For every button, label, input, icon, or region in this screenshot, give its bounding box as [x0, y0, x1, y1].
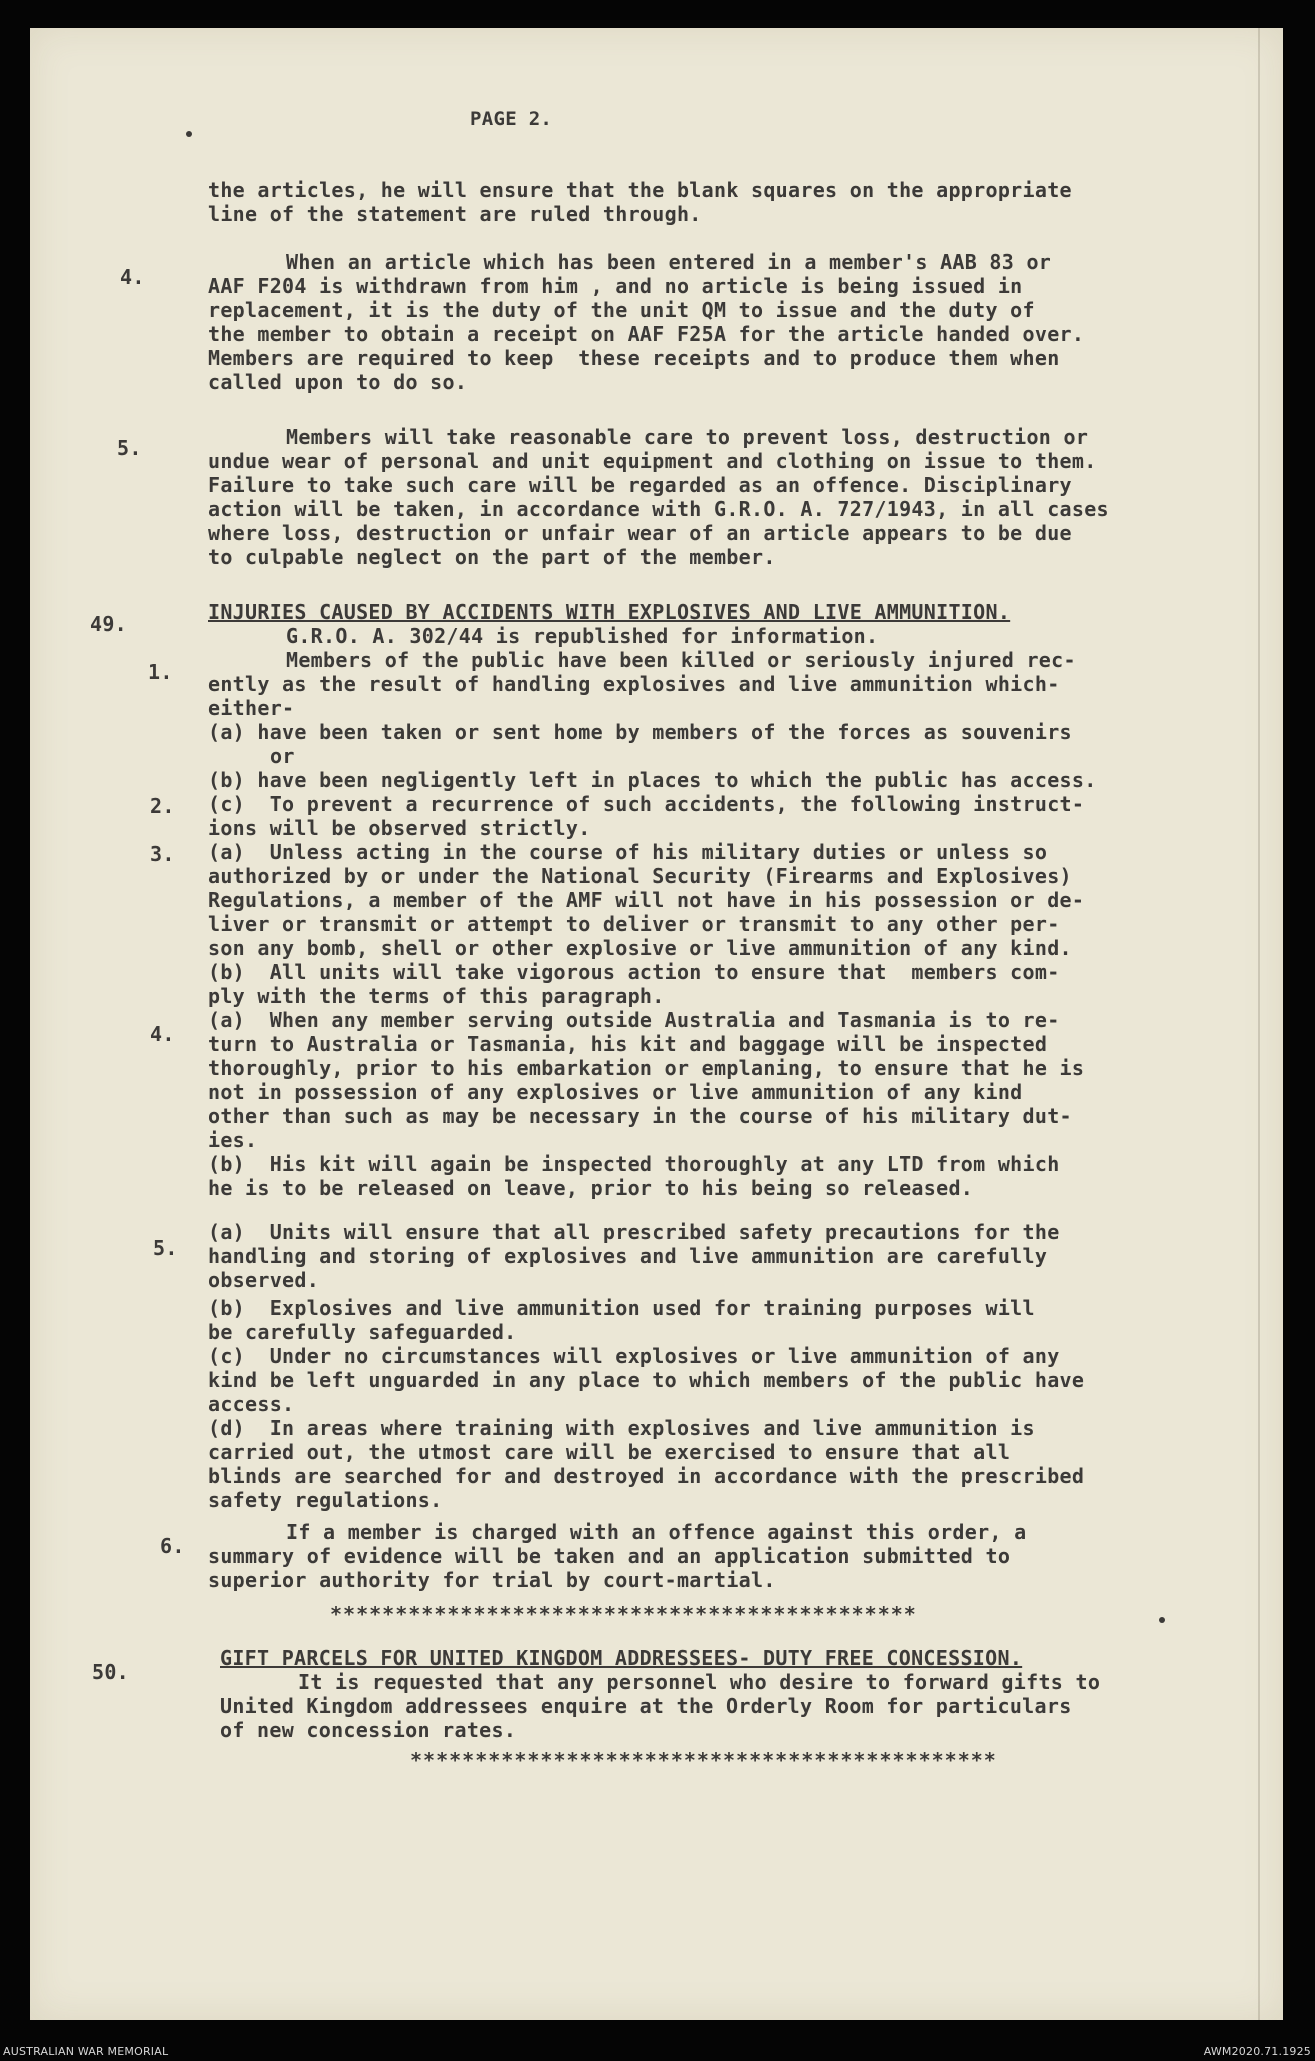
text-line: Members are required to keep these receipts and to produce them when: [208, 346, 1060, 370]
text-line: other than such as may be necessary in the course of his military dut-: [208, 1104, 1072, 1128]
text-line: Members of the public have been killed or seriously injured rec-: [286, 648, 1076, 672]
text-line: where loss, destruction or unfair wear of an article appears to be due: [208, 521, 1072, 545]
text-line: ions will be observed strictly.: [208, 816, 591, 840]
text-line: Failure to take such care will be regarded as an offence. Disciplinary: [208, 473, 1072, 497]
separator-stars: *********************************************: [330, 1602, 917, 1626]
text-line: liver or transmit or attempt to deliver or transmit to any other per-: [208, 912, 1060, 936]
text-line: (c) Under no circumstances will explosives or live ammunition of any: [208, 1344, 1060, 1368]
text-line: United Kingdom addressees enquire at the Orderly Room for particulars: [220, 1694, 1072, 1718]
footer-accession-number: AWM2020.71.1925: [1203, 2045, 1311, 2058]
paragraph-number: 6.: [160, 1534, 185, 1558]
text-line: replacement, it is the duty of the unit QM to issue and the duty of: [208, 298, 1035, 322]
paragraph-number: 4.: [150, 1022, 175, 1046]
text-line: thoroughly, prior to his embarkation or emplaning, to ensure that he is: [208, 1056, 1085, 1080]
text-line: summary of evidence will be taken and an application submitted to: [208, 1544, 1011, 1568]
text-line: to culpable neglect on the part of the member.: [208, 545, 776, 569]
text-line: either-: [208, 696, 295, 720]
text-line: undue wear of personal and unit equipment and clothing on issue to them.: [208, 449, 1097, 473]
text-line: kind be left unguarded in any place to which members of the public have: [208, 1368, 1085, 1392]
text-line: (b) His kit will again be inspected thoroughly at any LTD from which: [208, 1152, 1060, 1176]
text-line: authorized by or under the National Security (Firearms and Explosives): [208, 864, 1072, 888]
text-line: (a) have been taken or sent home by members of the forces as souvenirs: [208, 720, 1072, 744]
text-line: AAF F204 is withdrawn from him , and no article is being issued in: [208, 274, 1023, 298]
text-line: (b) Explosives and live ammunition used for training purposes will: [208, 1296, 1035, 1320]
text-line: access.: [208, 1392, 295, 1416]
paragraph-number: 5.: [117, 436, 142, 460]
text-line: of new concession rates.: [220, 1718, 517, 1742]
text-line: It is requested that any personnel who desire to forward gifts to: [298, 1670, 1101, 1694]
text-line: son any bomb, shell or other explosive or live ammunition of any kind.: [208, 936, 1072, 960]
text-line: carried out, the utmost care will be exercised to ensure that all: [208, 1440, 1011, 1464]
text-line: superior authority for trial by court-martial.: [208, 1568, 776, 1592]
paragraph-number: 3.: [150, 842, 175, 866]
paragraph-number: 4.: [120, 265, 145, 289]
text-line: (a) Units will ensure that all prescribed safety precautions for the: [208, 1220, 1060, 1244]
text-line: the member to obtain a receipt on AAF F25A for the article handed over.: [208, 322, 1085, 346]
text-line: called upon to do so.: [208, 370, 468, 394]
text-line: G.R.O. A. 302/44 is republished for information.: [286, 624, 879, 648]
paragraph-number: 2.: [150, 794, 175, 818]
text-line: When an article which has been entered in a member's AAB 83 or: [286, 250, 1052, 274]
separator-stars: *********************************************: [410, 1748, 997, 1772]
section-heading: INJURIES CAUSED BY ACCIDENTS WITH EXPLOSIVES AND LIVE AMMUNITION.: [208, 600, 1011, 624]
ink-mark: [1159, 1617, 1165, 1623]
text-line: Regulations, a member of the AMF will not have in his possession or de-: [208, 888, 1085, 912]
order-number: 50.: [92, 1660, 130, 1684]
text-line: handling and storing of explosives and live ammunition are carefully: [208, 1244, 1048, 1268]
text-line: ply with the terms of this paragraph.: [208, 984, 665, 1008]
paragraph-number: 5.: [153, 1236, 178, 1260]
text-line: line of the statement are ruled through.: [208, 202, 702, 226]
text-line: (a) When any member serving outside Australia and Tasmania is to re-: [208, 1008, 1060, 1032]
text-line: If a member is charged with an offence against this order, a: [286, 1520, 1027, 1544]
text-line: (b) have been negligently left in places to which the public has access.: [208, 768, 1097, 792]
section-heading: GIFT PARCELS FOR UNITED KINGDOM ADDRESSEES- DUTY FREE CONCESSION.: [220, 1646, 1023, 1670]
paper-fold-crease: [1258, 28, 1260, 2020]
text-line: action will be taken, in accordance with G.R.O. A. 727/1943, in all cases: [208, 497, 1109, 521]
text-line: Members will take reasonable care to prevent loss, destruction or: [286, 425, 1089, 449]
text-line: (a) Unless acting in the course of his military duties or unless so: [208, 840, 1048, 864]
text-line: ies.: [208, 1128, 258, 1152]
text-line: observed.: [208, 1268, 320, 1292]
text-line: turn to Australia or Tasmania, his kit and baggage will be inspected: [208, 1032, 1048, 1056]
text-line: ently as the result of handling explosives and live ammunition which-: [208, 672, 1060, 696]
paragraph-number: 1.: [148, 660, 173, 684]
ink-mark: [186, 131, 192, 137]
text-line: not in possession of any explosives or live ammunition of any kind: [208, 1080, 1023, 1104]
text-line: (b) All units will take vigorous action to ensure that members com-: [208, 960, 1060, 984]
text-line: safety regulations.: [208, 1488, 443, 1512]
text-line: (d) In areas where training with explosives and live ammunition is: [208, 1416, 1035, 1440]
footer-credit: AUSTRALIAN WAR MEMORIAL: [3, 2045, 169, 2058]
page-header: PAGE 2.: [470, 108, 553, 130]
text-line: blinds are searched for and destroyed in accordance with the prescribed: [208, 1464, 1085, 1488]
text-line: the articles, he will ensure that the blank squares on the appropriate: [208, 178, 1072, 202]
text-line: be carefully safeguarded.: [208, 1320, 517, 1344]
text-line: (c) To prevent a recurrence of such accidents, the following instruct-: [208, 792, 1085, 816]
text-line: or: [270, 744, 295, 768]
order-number: 49.: [90, 612, 128, 636]
text-line: he is to be released on leave, prior to his being so released.: [208, 1176, 974, 1200]
